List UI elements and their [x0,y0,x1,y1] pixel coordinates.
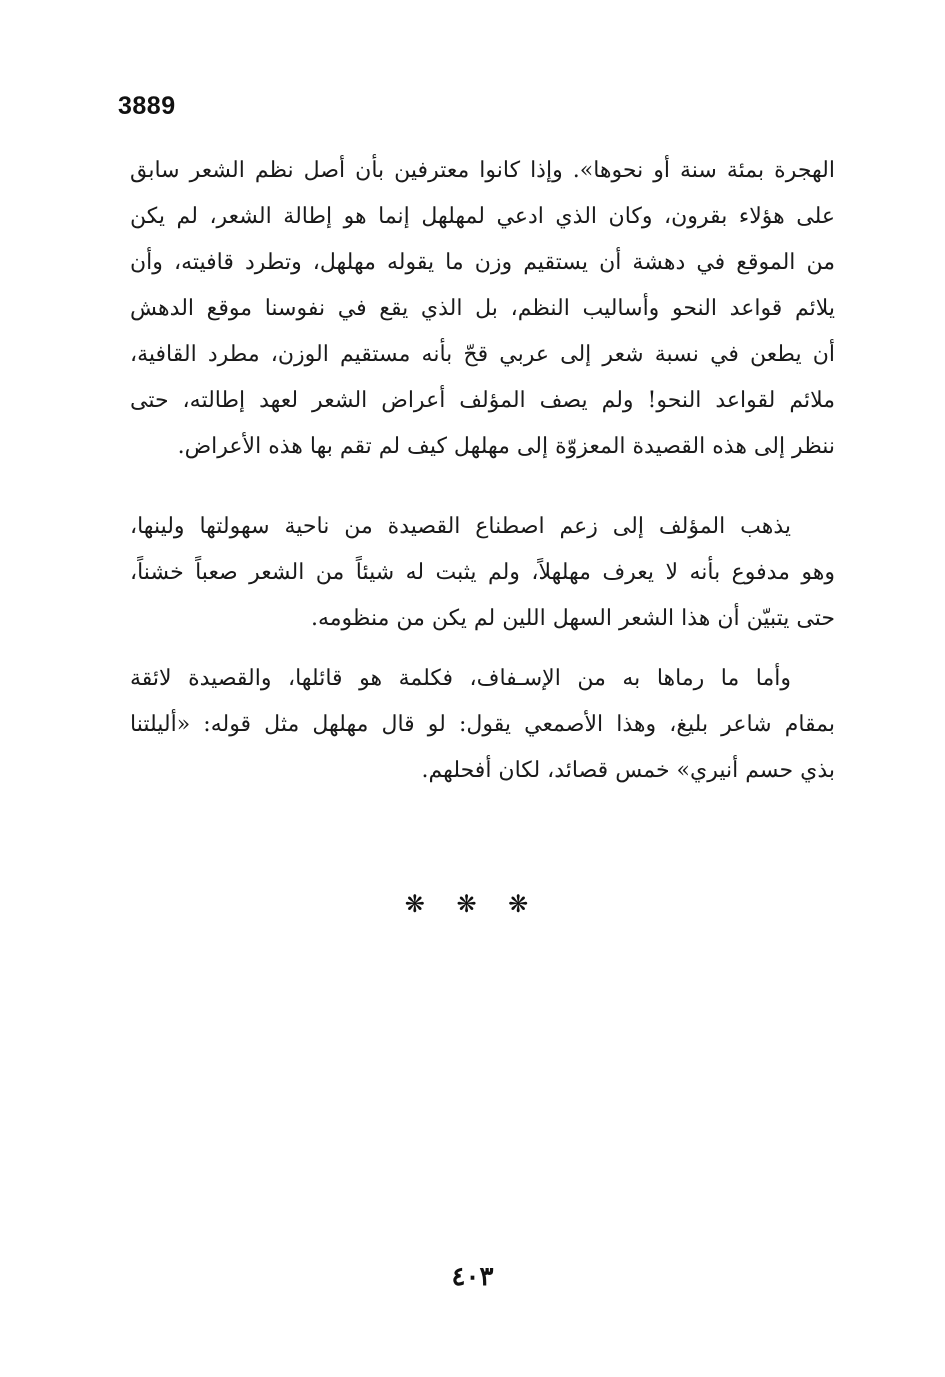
section-separator: ❋ ❋ ❋ [404,890,541,918]
text-line: ملائم لقواعد النحو! ولم يصف المؤلف أعراض الشعر لعهد إطالته، حتى [130,388,835,413]
text-line: من الموقع في دهشة أن يستقيم وزن ما يقوله مهلهل، وتطرد قافيته، وأن [130,250,835,275]
paragraph-1 [130,148,835,470]
text-line: يذهب المؤلف إلى زعم اصطناع القصيدة من ناحية سهولتها ولينها، [130,514,791,539]
text-line: ننظر إلى هذه القصيدة المعزوّة إلى مهلهل كيف لم تقم بها هذه الأعراض. [177,434,835,459]
text-line: الهجرة بمئة سنة أو نحوها». وإذا كانوا معترفين بأن أصل نظم الشعر سابق [130,158,835,183]
text-line: بمقام شاعر بليغ، وهذا الأصمعي يقول: لو قال مهلهل مثل قوله: «أليلتنا [130,712,835,737]
text-line: بذي حسم أنيري» خمس قصائد، لكان أفحلهم. [421,758,835,783]
page-header-number: 3889 [118,92,176,120]
paragraph-3 [130,656,835,794]
text-line: يلائم قواعد النحو وأساليب النظم، بل الذي يقع في نفوسنا موقع الدهش [130,296,835,321]
page-number: ٤٠٣ [451,1262,494,1292]
text-line: على هؤلاء بقرون، وكان الذي ادعي لمهلهل إنما هو إطالة الشعر، لم يكن [130,204,835,229]
paragraph-2 [130,504,835,642]
text-line: وهو مدفوع بأنه لا يعرف مهلهلاً، ولم يثبت له شيئاً من الشعر صعباً خشناً، [130,560,835,585]
text-line: أن يطعن في نسبة شعر إلى عربي قحّ بأنه مستقيم الوزن، مطرد القافية، [130,342,835,367]
text-line: حتى يتبيّن أن هذا الشعر السهل اللين لم يكن من منظومه. [310,606,835,631]
text-line: وأما ما رماها به من الإسـفاف، فكلمة هو قائلها، والقصيدة لائقة [130,666,791,691]
